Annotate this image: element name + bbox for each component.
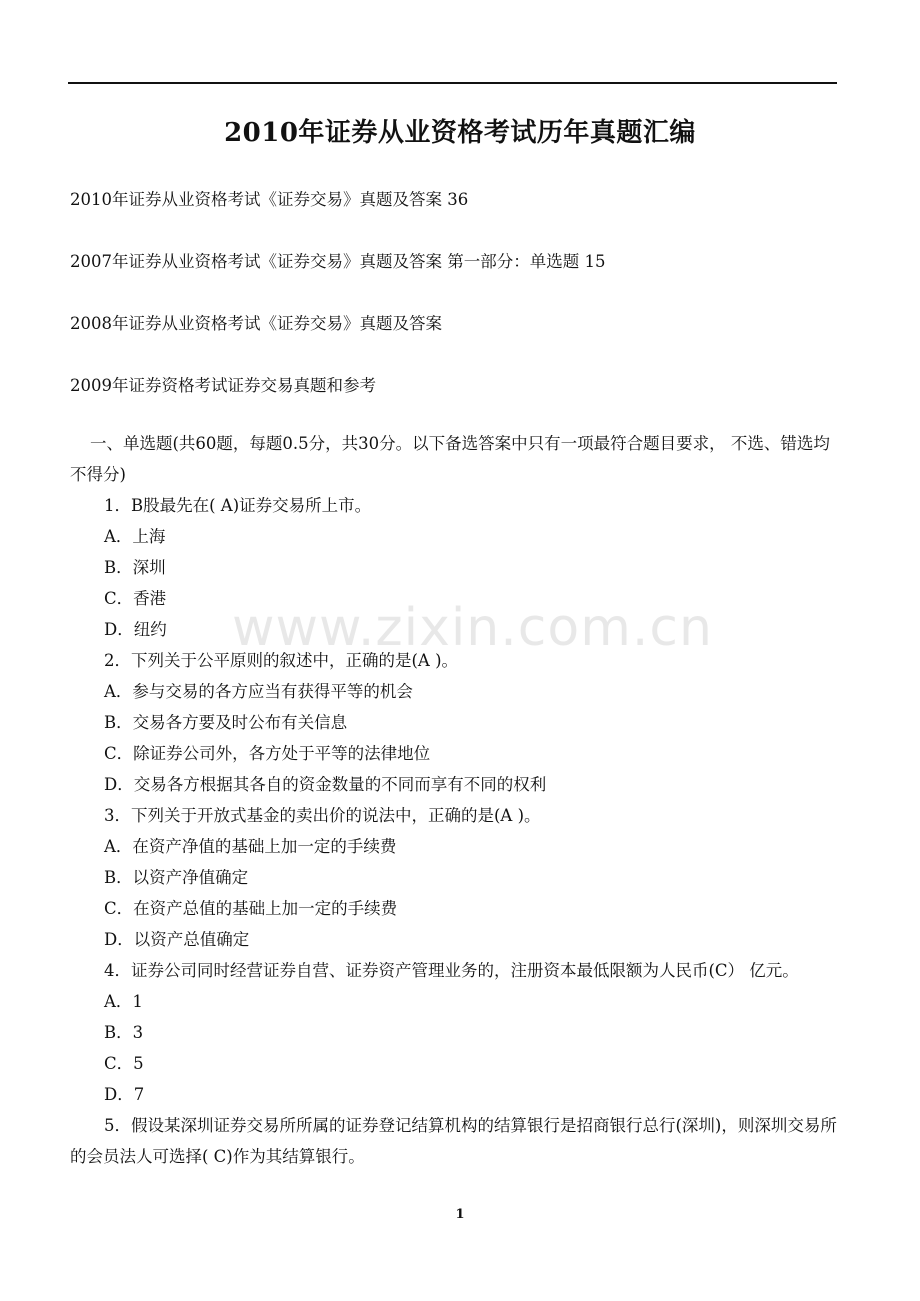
option: C．在资产总值的基础上加一定的手续费 (104, 899, 398, 918)
toc-item: 2008年证券从业资格考试《证券交易》真题及答案 (70, 314, 442, 333)
option: A．参与交易的各方应当有获得平等的机会 (104, 682, 413, 701)
toc-item: 2007年证券从业资格考试《证券交易》真题及答案 第一部分：单选题 15 (70, 252, 606, 271)
option: D．以资产总值确定 (104, 930, 250, 949)
option: A．上海 (104, 527, 166, 546)
option: C．除证券公司外，各方处于平等的法律地位 (104, 744, 431, 763)
option: D．7 (104, 1085, 145, 1104)
option: A．在资产净值的基础上加一定的手续费 (104, 837, 397, 856)
header-rule (68, 82, 837, 84)
question-3: 3．下列关于开放式基金的卖出价的说法中，正确的是(A )。 (104, 806, 541, 825)
toc-item: 2010年证券从业资格考试《证券交易》真题及答案 36 (70, 190, 469, 209)
question-2: 2．下列关于公平原则的叙述中，正确的是(A )。 (104, 651, 459, 670)
section-title: 一、单选题(共60题，每题0.5分，共30分。以下备选答案中只有一项最符合题目要求， 不选、错选均不得分) (70, 434, 830, 484)
option: D．纽约 (104, 620, 167, 639)
option: A．1 (104, 992, 143, 1011)
watermark: www.zixin.com.cn (232, 598, 713, 658)
option: D．交易各方根据其各自的资金数量的不同而享有不同的权利 (104, 775, 547, 794)
question-5: 5．假设某深圳证券交易所所属的证券登记结算机构的结算银行是招商银行总行(深圳)，则深圳交易所的会员法人可选择( C)作为其结算银行。 (70, 1116, 837, 1166)
option: B．交易各方要及时公布有关信息 (104, 713, 348, 732)
page-number: 1 (455, 1207, 465, 1222)
question-4: 4．证券公司同时经营证券自营、证券资产管理业务的，注册资本最低限额为人民币(C） 亿元。 (104, 961, 799, 980)
option: B．3 (104, 1023, 144, 1042)
option: C．香港 (104, 589, 167, 608)
option: B．深圳 (104, 558, 166, 577)
document-title: 2010年证券从业资格考试历年真题汇编 (224, 118, 696, 148)
question-1: 1．B股最先在( A)证券交易所上市。 (104, 496, 372, 515)
option: B．以资产净值确定 (104, 868, 249, 887)
question-section (70, 428, 840, 1172)
option: C．5 (104, 1054, 144, 1073)
toc-item: 2009年证券资格考试证券交易真题和参考 (70, 376, 376, 395)
